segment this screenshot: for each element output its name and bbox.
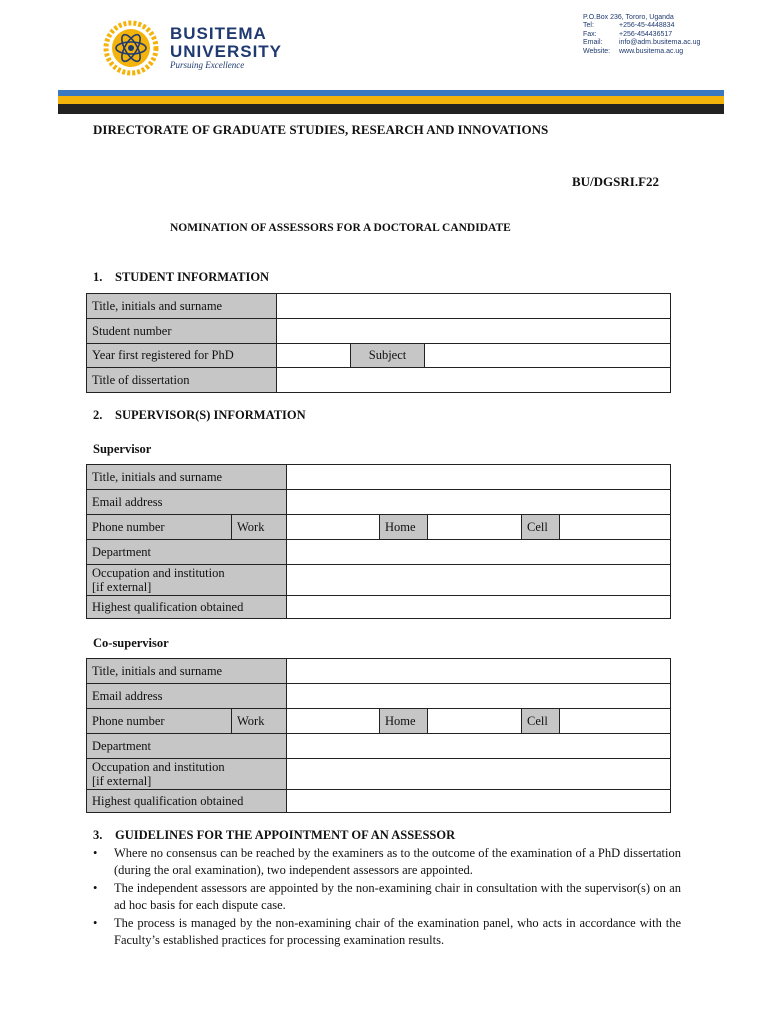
atom-emblem-icon [100, 20, 162, 76]
section-2-heading: 2. SUPERVISOR(S) INFORMATION [93, 408, 306, 422]
table-row [87, 790, 671, 813]
cosupervisor-heading: Co-supervisor [93, 636, 169, 650]
cosupervisor-name-field[interactable] [287, 659, 671, 684]
supervisor-cell-field[interactable] [560, 515, 671, 540]
contact-website: Website: www.busitema.ac.ug [583, 47, 684, 55]
university-name-line2: UNIVERSITY [170, 42, 283, 61]
supervisor-heading: Supervisor [93, 442, 152, 456]
supervisor-table [86, 464, 671, 619]
cosupervisor-occupation-label: Occupation and institution [if external] [87, 759, 287, 790]
cosupervisor-table [86, 658, 671, 813]
list-item: • Where no consensus can be reached by the examiners as to the outcome of the examination of a PhD dissertation (during the oral examination), two independent assessors are appointed. [93, 845, 681, 879]
year-registered-label: Year first registered for PhD [87, 344, 277, 368]
university-name-line1: BUSITEMA [170, 24, 267, 43]
supervisor-home-field[interactable] [428, 515, 522, 540]
student-name-label: Title, initials and surname [87, 294, 277, 319]
table-row [87, 344, 671, 368]
supervisor-cell-label: Cell [522, 515, 560, 540]
form-title: NOMINATION OF ASSESSORS FOR A DOCTORAL CANDIDATE [170, 222, 511, 234]
table-row [87, 490, 671, 515]
form-reference: BU/DGSRI.F22 [572, 174, 660, 189]
dissertation-title-label: Title of dissertation [87, 368, 277, 393]
cosupervisor-qualification-label: Highest qualification obtained [87, 790, 287, 813]
table-row [87, 659, 671, 684]
table-row [87, 596, 671, 619]
cosupervisor-email-label: Email address [87, 684, 287, 709]
table-row [87, 294, 671, 319]
supervisor-qualification-label: Highest qualification obtained [87, 596, 287, 619]
cosupervisor-cell-label: Cell [522, 709, 560, 734]
table-row [87, 759, 671, 790]
supervisor-qualification-field[interactable] [287, 596, 671, 619]
student-info-table [86, 293, 671, 393]
supervisor-home-label: Home [380, 515, 428, 540]
table-row [87, 465, 671, 490]
header-stripe-black [58, 104, 724, 114]
contact-address: P.O.Box 236, Tororo, Uganda [583, 14, 674, 21]
cosupervisor-home-label: Home [380, 709, 428, 734]
table-row [87, 565, 671, 596]
contact-email: Email: info@adm.busitema.ac.ug [583, 39, 701, 47]
supervisor-occupation-label: Occupation and institution [if external] [87, 565, 287, 596]
table-row [87, 540, 671, 565]
supervisor-name-field[interactable] [287, 465, 671, 490]
subject-label: Subject [351, 344, 425, 368]
supervisor-name-label: Title, initials and surname [87, 465, 287, 490]
supervisor-phone-label: Phone number [87, 515, 232, 540]
cosupervisor-email-field[interactable] [287, 684, 671, 709]
contact-tel: Tel: +256-45-4448834 [583, 22, 675, 30]
student-name-field[interactable] [277, 294, 671, 319]
table-row [87, 709, 671, 734]
cosupervisor-phone-label: Phone number [87, 709, 232, 734]
supervisor-work-field[interactable] [287, 515, 380, 540]
table-row [87, 684, 671, 709]
cosupervisor-work-label: Work [232, 709, 287, 734]
student-number-label: Student number [87, 319, 277, 344]
cosupervisor-department-field[interactable] [287, 734, 671, 759]
section-3-heading: 3. GUIDELINES FOR THE APPOINTMENT OF AN ASSESSOR [93, 828, 456, 842]
section-1-heading: 1. STUDENT INFORMATION [93, 270, 270, 284]
table-row [87, 368, 671, 393]
directorate-heading: DIRECTORATE OF GRADUATE STUDIES, RESEARCH AND INNOVATIONS [93, 122, 549, 137]
table-row [87, 319, 671, 344]
list-item: • The process is managed by the non-examining chair of the examination panel, who acts in accordance with the Faculty’s established practices for processing examination results. [93, 915, 681, 949]
supervisor-email-label: Email address [87, 490, 287, 515]
subject-field[interactable] [425, 344, 671, 368]
supervisor-email-field[interactable] [287, 490, 671, 515]
supervisor-occupation-field[interactable] [287, 565, 671, 596]
student-number-field[interactable] [277, 319, 671, 344]
university-motto: Pursuing Excellence [170, 60, 245, 70]
cosupervisor-cell-field[interactable] [560, 709, 671, 734]
supervisor-work-label: Work [232, 515, 287, 540]
supervisor-department-label: Department [87, 540, 287, 565]
year-registered-field[interactable] [277, 344, 351, 368]
header-stripe-yellow [58, 96, 724, 104]
cosupervisor-name-label: Title, initials and surname [87, 659, 287, 684]
contact-fax: Fax: +256-454436517 [583, 30, 673, 38]
cosupervisor-department-label: Department [87, 734, 287, 759]
supervisor-department-field[interactable] [287, 540, 671, 565]
table-row [87, 515, 671, 540]
cosupervisor-home-field[interactable] [428, 709, 522, 734]
table-row [87, 734, 671, 759]
guidelines-list [93, 845, 681, 950]
contact-block [583, 14, 700, 56]
dissertation-title-field[interactable] [277, 368, 671, 393]
list-item: • The independent assessors are appointed by the non-examining chair in consultation with the supervisor(s) on an ad hoc basis for each dispute case. [93, 880, 681, 914]
cosupervisor-qualification-field[interactable] [287, 790, 671, 813]
cosupervisor-occupation-field[interactable] [287, 759, 671, 790]
university-logo [100, 20, 300, 76]
cosupervisor-work-field[interactable] [287, 709, 380, 734]
